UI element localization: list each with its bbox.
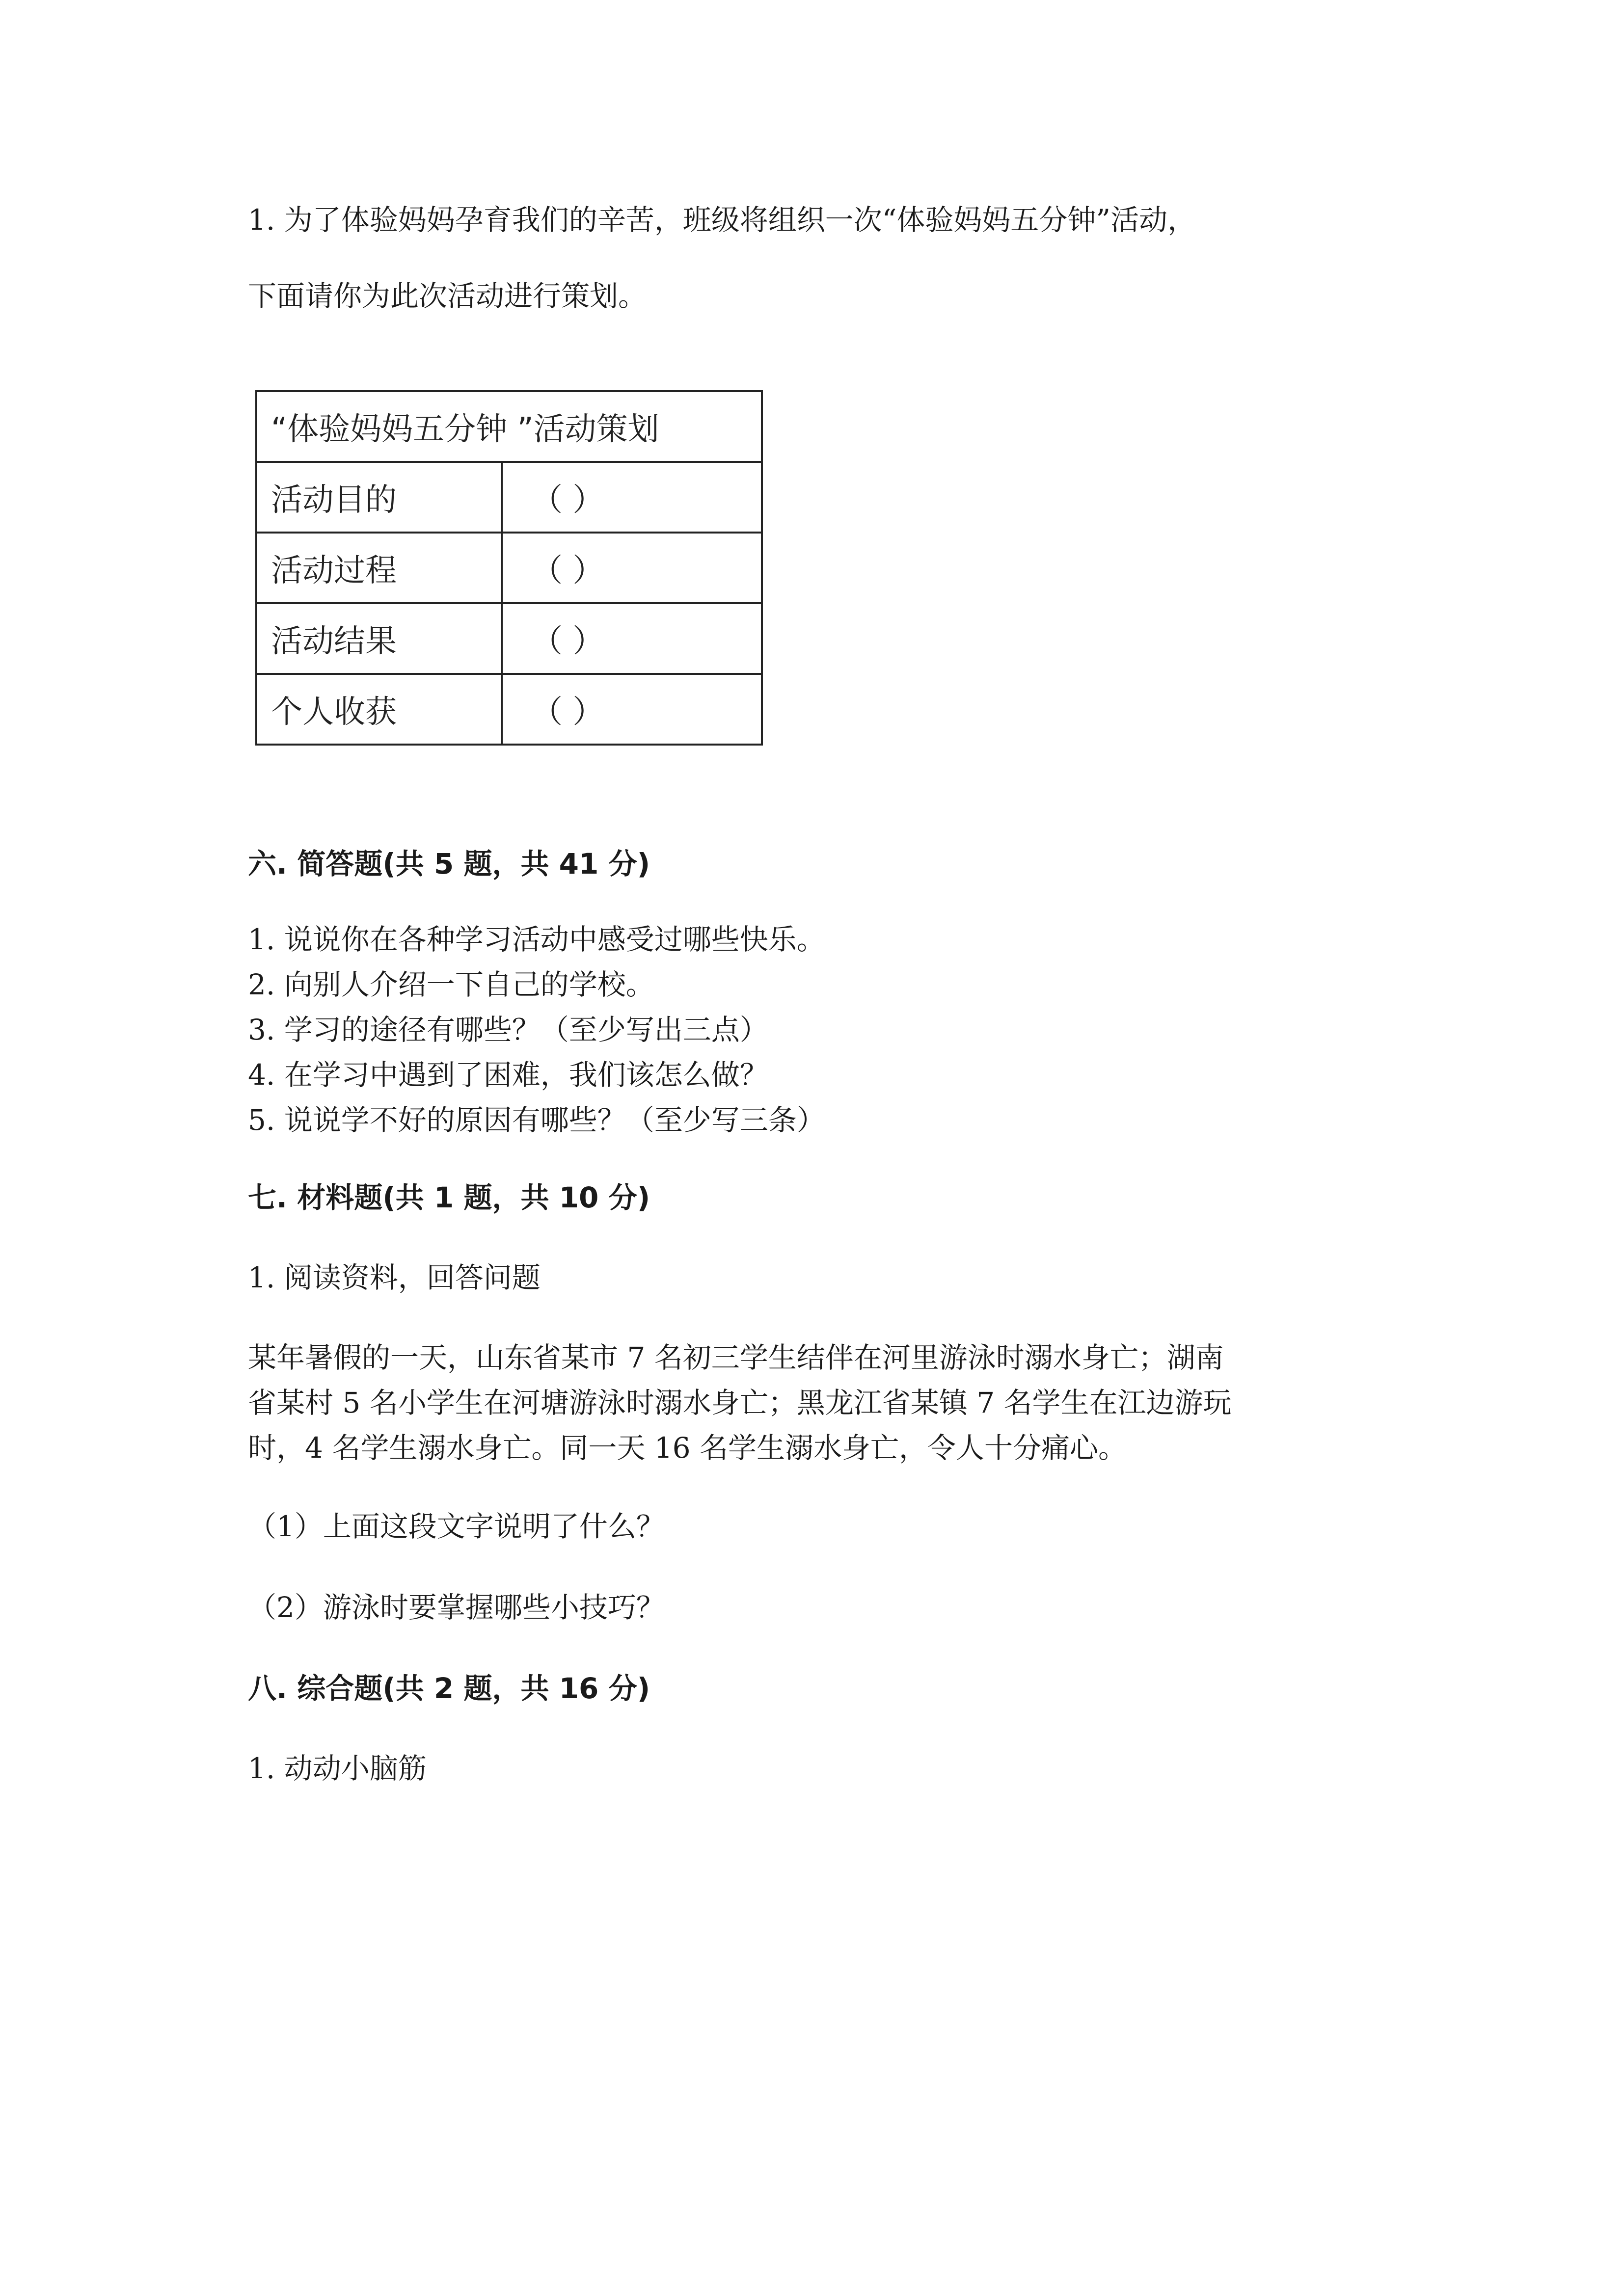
paragraph-line: 省某村 5 名小学生在河塘游泳时溺水身亡；黑龙江省某镇 7 名学生在江边游玩 <box>248 1386 1232 1419</box>
table-row <box>256 674 762 745</box>
table-row <box>256 462 762 533</box>
section-6-heading: 六. 简答题(共 5 题，共 41 分) <box>248 847 650 881</box>
question-1-line-2: 下面请你为此次活动进行策划。 <box>248 279 647 313</box>
list-item: 5. 说说学不好的原因有哪些？（至少写三条） <box>248 1103 825 1137</box>
table-title-row <box>256 391 762 462</box>
list-item: 1. 说说你在各种学习活动中感受过哪些快乐。 <box>248 923 825 956</box>
list-item: 4. 在学习中遇到了困难，我们该怎么做？ <box>248 1058 768 1092</box>
section-8-question-1: 1. 动动小脑筋 <box>248 1752 427 1785</box>
answer-blank: （ ） <box>502 533 762 603</box>
section-8-heading: 八. 综合题(共 2 题，共 16 分) <box>248 1672 650 1705</box>
answer-blank: （ ） <box>502 674 762 745</box>
reading-material <box>248 1335 1382 1470</box>
paragraph-line: 时，4 名学生溺水身亡。同一天 16 名学生溺水身亡，令人十分痛心。 <box>248 1431 1127 1465</box>
row-label: 活动过程 <box>256 533 502 603</box>
section-6-question-list <box>248 917 825 1143</box>
sub-question-2: （2）游泳时要掌握哪些小技巧？ <box>248 1591 665 1624</box>
table-title: “体验妈妈五分钟 ”活动策划 <box>256 391 762 462</box>
row-label: 个人收获 <box>256 674 502 745</box>
row-label: 活动目的 <box>256 462 502 533</box>
answer-blank: （ ） <box>502 603 762 674</box>
table-row <box>256 533 762 603</box>
list-item: 2. 向别人介绍一下自己的学校。 <box>248 968 654 1001</box>
table-row <box>256 603 762 674</box>
question-1-line-1: 1. 为了体验妈妈孕育我们的辛苦，班级将组织一次“体验妈妈五分钟”活动， <box>248 203 1196 237</box>
row-label: 活动结果 <box>256 603 502 674</box>
list-item: 3. 学习的途径有哪些？（至少写出三点） <box>248 1013 768 1046</box>
sub-question-1: （1）上面这段文字说明了什么？ <box>248 1510 665 1543</box>
activity-plan-table <box>255 390 763 746</box>
section-7-heading: 七. 材料题(共 1 题，共 10 分) <box>248 1181 650 1214</box>
section-7-question-1: 1. 阅读资料，回答问题 <box>248 1261 541 1294</box>
paragraph-line: 某年暑假的一天，山东省某市 7 名初三学生结伴在河里游泳时溺水身亡；湖南 <box>248 1341 1224 1374</box>
answer-blank: （ ） <box>502 462 762 533</box>
